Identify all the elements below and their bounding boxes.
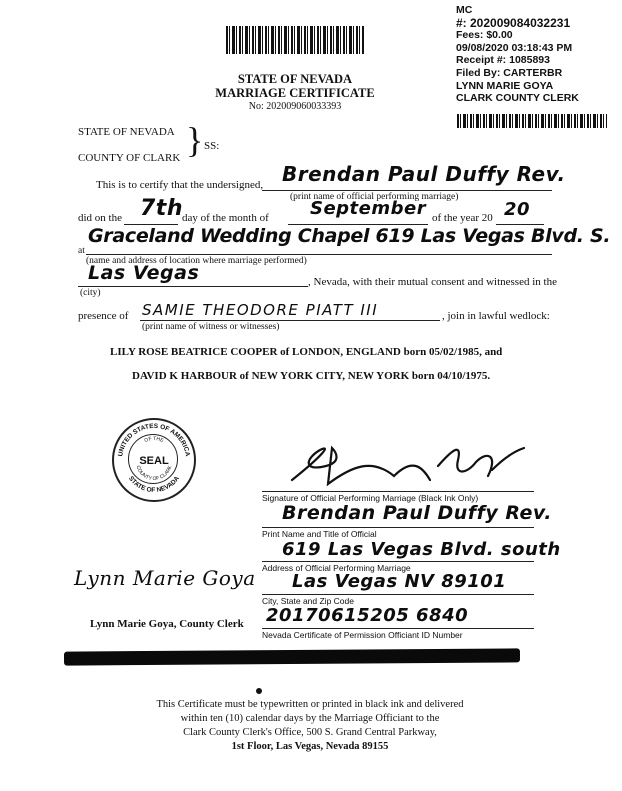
location-caption: (name and address of location where marriage performed) <box>86 256 307 266</box>
witness-handwritten: SAMIE THEODORE PIATT III <box>142 301 379 319</box>
seal-text-svg <box>112 418 196 502</box>
county-seal <box>112 418 196 502</box>
witness-caption: (print name of witness or witnesses) <box>142 322 280 332</box>
footer-line-4: 1st Floor, Las Vegas, Nevada 89155 <box>231 741 389 752</box>
barcode-top <box>226 26 364 54</box>
did-on-text: did on the <box>78 212 122 224</box>
title-state: STATE OF NEVADA <box>237 72 353 86</box>
footer-line-2: within ten (10) calendar days by the Marriage Officiant to the <box>180 713 440 724</box>
at-text: at <box>78 246 85 256</box>
seal-top-text: UNITED STATES OF AMERICA <box>117 422 191 457</box>
footer-instructions <box>130 698 490 754</box>
receipt-code: MC <box>456 4 473 16</box>
receipt-clerk-name: LYNN MARIE GOYA <box>456 79 554 92</box>
receipt-filed-by: Filed By: CARTERBR <box>456 66 563 79</box>
officiant-address-caption: Address of Official Performing Marriage <box>262 563 411 573</box>
certify-text: This is to certify that the undersigned, <box>96 179 264 191</box>
of-year-text: of the year 20 <box>432 212 493 224</box>
presence-of-text: presence of <box>78 310 129 322</box>
receipt-no: Receipt #: 1085893 <box>456 54 550 67</box>
signature-caption: Signature of Official Performing Marriage (Black Ink Only) <box>262 493 479 503</box>
venue-brace: } <box>186 120 204 160</box>
clerk-signature: Lynn Marie Goya <box>74 566 256 590</box>
receipt-datetime: 09/08/2020 03:18:43 PM <box>456 41 573 54</box>
title-number: No: 202009060033393 <box>248 101 342 112</box>
receipt-fees: Fees: $0.00 <box>456 29 513 42</box>
officiant-permit-caption: Nevada Certificate of Permission Officiant ID Number <box>262 630 463 640</box>
nevada-text: , Nevada, with their mutual consent and witnessed in the <box>308 276 557 288</box>
ink-dot <box>256 688 262 694</box>
officiant-address-handwritten: 619 Las Vegas Blvd. south <box>282 539 561 560</box>
footer-line-1: This Certificate must be typewritten or printed in black ink and delivered <box>156 699 464 710</box>
year-handwritten: 20 <box>504 199 531 220</box>
officiant-signature <box>262 436 532 496</box>
footer-line-3: Clark County Clerk's Office, 500 S. Grand Central Parkway, <box>183 727 437 738</box>
svg-text:OF THE <box>144 436 165 444</box>
officiant-citystate-line <box>262 594 534 595</box>
officiant-citystate-caption: City, State and Zip Code <box>262 596 354 606</box>
redaction-bar <box>64 648 520 665</box>
officiant-permit-line <box>262 628 534 629</box>
officiant-permit-handwritten: 20170615205 6840 <box>266 605 469 626</box>
certificate-title <box>200 72 390 114</box>
receipt-block <box>456 4 616 105</box>
location-line <box>86 254 552 255</box>
officiant-address-line <box>262 561 534 562</box>
party-2: DAVID K HARBOUR of NEW YORK CITY, NEW YORK born 04/10/1975. <box>132 370 491 382</box>
officiant-name-line <box>262 527 534 528</box>
clerk-caption: Lynn Marie Goya, County Clerk <box>90 618 244 630</box>
officiant-name-handwritten: Brendan Paul Duffy Rev. <box>282 502 552 524</box>
seal-inner-bottom: COUNTY OF CLARK <box>134 464 174 483</box>
barcode-receipt <box>457 114 607 128</box>
venue-county: COUNTY OF CLARK <box>78 152 181 164</box>
join-text: , join in lawful wedlock: <box>442 310 550 322</box>
officiant-caption: (print name of official performing marriage) <box>290 192 459 202</box>
officiant-citystate-handwritten: Las Vegas NV 89101 <box>292 571 507 592</box>
title-doc: MARRIAGE CERTIFICATE <box>215 86 375 100</box>
officiant-handwritten: Brendan Paul Duffy Rev. <box>282 162 566 186</box>
location-handwritten: Graceland Wedding Chapel 619 Las Vegas Blvd. S. <box>88 225 611 247</box>
witness-line <box>140 320 440 321</box>
day-of-month-text: day of the month of <box>182 212 269 224</box>
venue-state: STATE OF NEVADA <box>78 126 175 138</box>
city-caption: (city) <box>80 288 101 298</box>
month-handwritten: September <box>310 198 427 219</box>
city-line <box>78 286 308 287</box>
svg-text:COUNTY OF CLARK <box>135 464 174 482</box>
seal-inner-top: OF THE <box>143 435 165 445</box>
party-1: LILY ROSE BEATRICE COOPER of LONDON, ENGLAND born 05/02/1985, and <box>110 346 503 358</box>
city-handwritten: Las Vegas <box>88 262 200 284</box>
venue-ss: SS: <box>204 140 220 152</box>
signature-line <box>262 491 534 492</box>
day-handwritten: 7th <box>140 196 183 221</box>
receipt-clerk-title: CLARK COUNTY CLERK <box>456 92 579 105</box>
seal-bottom-text: STATE OF NEVADA <box>127 475 181 495</box>
officiant-name-caption: Print Name and Title of Official <box>262 529 377 539</box>
receipt-number: #: 202009084032231 <box>456 15 571 30</box>
officiant-line <box>262 190 552 191</box>
seal-center: SEAL <box>139 455 169 467</box>
